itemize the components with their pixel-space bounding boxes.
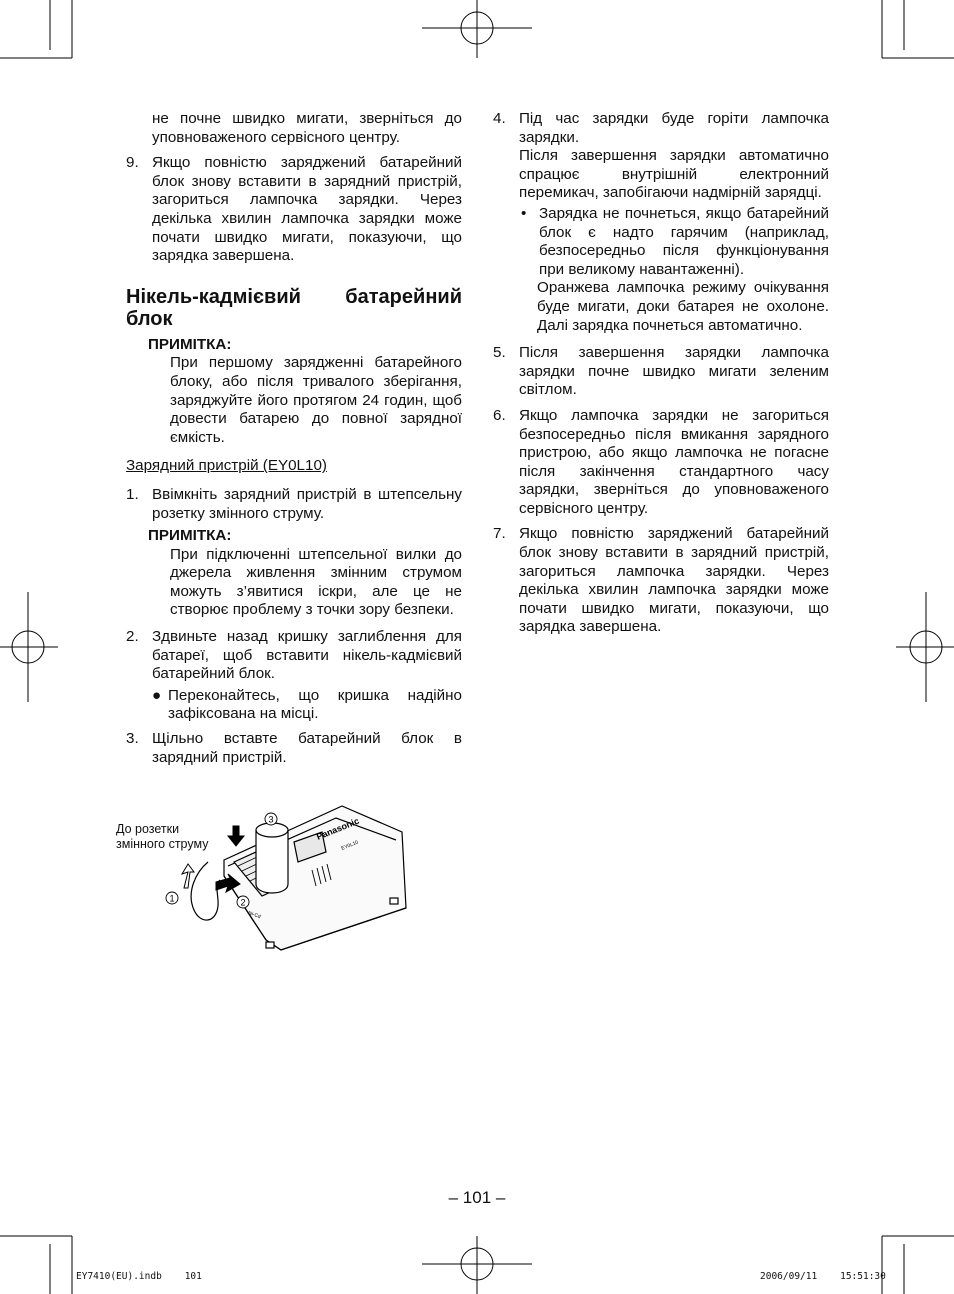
bullet-item xyxy=(126,687,462,724)
footer-right xyxy=(760,1271,886,1282)
item-number: 7. xyxy=(493,525,506,543)
item-4-continuation: Після завершення зарядки автоматично спрацює внутрішній електронний перемикач, запобігаючи надмірній зарядці. xyxy=(519,147,829,202)
list-item-9 xyxy=(126,154,462,266)
bullet-text: Переконайтесь, що кришка надійно зафіксована на місці. xyxy=(168,686,462,723)
footer-left xyxy=(76,1271,202,1282)
charger-heading: Зарядний пристрій (EY0L10) xyxy=(126,457,327,475)
item-text: Щільно вставте батарейний блок в зарядний пристрій. xyxy=(152,730,462,766)
footer-date: 2006/09/11 xyxy=(760,1271,818,1282)
item-text: Після завершення зарядки лампочка зарядки почне швидко мигати зеленим світлом. xyxy=(519,344,829,399)
figure-label: До розетки змінного струму xyxy=(116,822,209,851)
item-number: 6. xyxy=(493,406,506,424)
marker-2: 2 xyxy=(240,897,246,908)
bullet-text: Зарядка не почнеться, якщо батарейний блок є надто гарячим (наприклад, безпосередньо після функціонування при великому навантаженні). xyxy=(539,204,829,278)
footer-time: 15:51:30 xyxy=(840,1271,886,1282)
charger-drawing xyxy=(116,800,416,960)
item-text: Здвиньте назад кришку заглиблення для батареї, щоб вставити нікель-кадмієвий батарейний блок. xyxy=(152,628,462,683)
brand-logo: Panasonic xyxy=(315,815,361,842)
item-number: 9. xyxy=(126,154,139,172)
model-label: EY0L10 xyxy=(340,839,360,852)
bullet-continuation: Оранжева лампочка режиму очікування буде мигати, доки батарея не охолоне. Далі зарядка почнеться автоматично. xyxy=(537,279,829,334)
list-item-3 xyxy=(126,730,462,767)
item-text: Якщо повністю заряджений батарейний блок знову вставити в зарядний пристрій, загориться лампочка зарядки. Через декілька хвилин лампочка зарядки може почати швидко мигати, показуючи, що зарядка завершена. xyxy=(519,525,829,636)
note-label: ПРИМІТКА: xyxy=(148,335,232,353)
note-text: При підключенні штепсельної вилки до джерела живлення змінним струмом можуть з’явитися іскри, але це не створює проблему з точки зору безпеки. xyxy=(170,545,462,619)
item-number: 5. xyxy=(493,344,506,362)
marker-1: 1 xyxy=(169,893,175,904)
note-label: ПРИМІТКА: xyxy=(148,527,232,545)
bullet-mark: ● xyxy=(152,686,162,704)
list-item-6 xyxy=(493,407,829,519)
item-text: Якщо лампочка зарядки не загориться безпосередньо після вмикання зарядного пристрою, або якщо лампочка не погасне після закінчення стандартного часу зарядки, зверніться до уповноваженого сервісного центру. xyxy=(519,406,829,517)
item-text: Під час зарядки буде горіти лампочка зарядки. xyxy=(519,110,829,146)
right-column xyxy=(493,110,829,644)
marker-3: 3 xyxy=(268,814,274,825)
list-item-2 xyxy=(126,628,462,684)
list-item-7 xyxy=(493,525,829,637)
item-number: 2. xyxy=(126,628,139,646)
footer-file: EY7410(EU).indb xyxy=(76,1271,162,1282)
section-title: Нікель-кадмієвий батарейний блок xyxy=(126,285,462,330)
bullet-mark: • xyxy=(521,204,527,222)
note-text: При першому зарядженні батарейного блоку, або після тривалого зберігання, заряджуйте його протягом 24 годин, щоб довести батарею до повної зарядної ємкість. xyxy=(170,354,462,446)
item-number: 4. xyxy=(493,110,506,127)
list-item-5 xyxy=(493,344,829,400)
list-item-1 xyxy=(126,486,462,523)
charger-illustration xyxy=(116,800,416,960)
item-text: Ввімкніть зарядний пристрій в штепсельну розетку змінного струму. xyxy=(152,485,462,522)
item-number: 3. xyxy=(126,730,139,748)
item-number: 1. xyxy=(126,485,139,503)
page-number: – 101 – xyxy=(448,1188,506,1207)
item-text: Якщо повністю заряджений батарейний блок знову вставити в зарядний пристрій, загориться лампочка зарядки. Через декілька хвилин лампочка зарядки може почати швидко мигати, показуючи, що зарядка завершена. xyxy=(152,154,462,265)
continuation-text: не почне швидко мигати, зверніться до уповноваженого сервісного центру. xyxy=(152,110,462,146)
list-item-4 xyxy=(493,110,829,147)
battery-badge: Ni-Cd xyxy=(247,910,262,921)
bullet-item xyxy=(493,205,829,279)
left-column xyxy=(126,110,462,774)
footer-page: 101 xyxy=(184,1271,202,1282)
